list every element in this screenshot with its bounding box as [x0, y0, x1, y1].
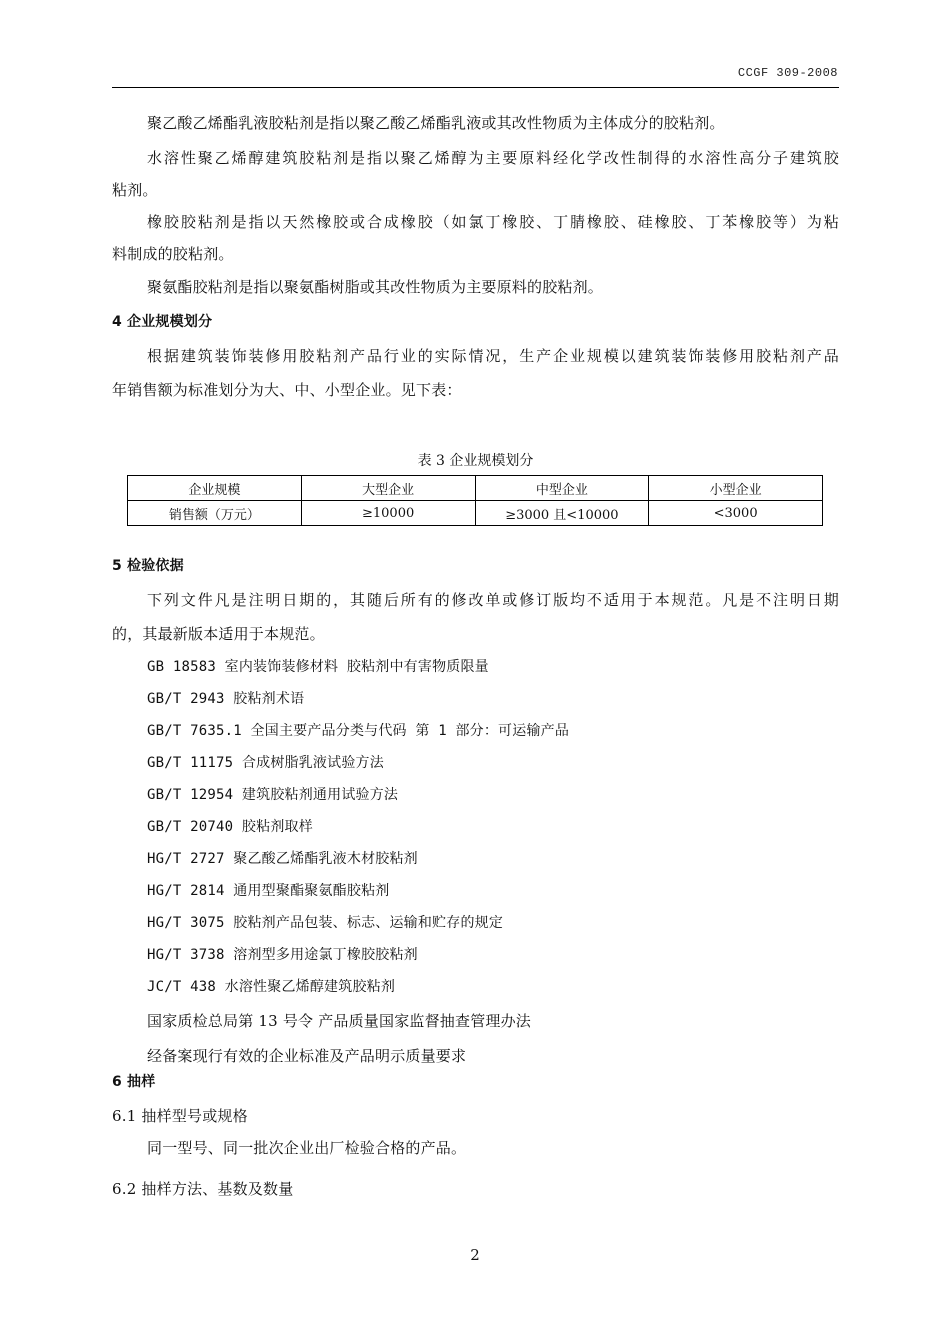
reference-item: HG/T 3738 溶剂型多用途氯丁橡胶胶粘剂 — [147, 947, 418, 963]
reference-item: HG/T 2814 通用型聚酯聚氨酯胶粘剂 — [147, 883, 390, 899]
reference-enterprise-standard: 经备案现行有效的企业标准及产品明示质量要求 — [147, 1047, 467, 1065]
table-header-cell: 大型企业 — [301, 476, 475, 501]
section-4-paragraph-line1: 根据建筑装饰装修用胶粘剂产品行业的实际情况，生产企业规模以建筑装饰装修用胶粘剂产品 — [147, 347, 839, 365]
section-5-paragraph-line2: 的，其最新版本适用于本规范。 — [112, 625, 325, 643]
page-number: 2 — [470, 1246, 480, 1264]
section-4-paragraph-line2: 年销售额为标准划分为大、中、小型企业。见下表： — [112, 381, 462, 399]
definition-rubber-line1: 橡胶胶粘剂是指以天然橡胶或合成橡胶（如氯丁橡胶、丁腈橡胶、硅橡胶、丁苯橡胶等）为粘 — [147, 213, 839, 231]
definition-polyurethane: 聚氨酯胶粘剂是指以聚氨酯树脂或其改性物质为主要原料的胶粘剂。 — [147, 278, 604, 296]
reference-item: HG/T 2727 聚乙酸乙烯酯乳液木材胶粘剂 — [147, 851, 418, 867]
table-cell: ≥3000 且<10000 — [475, 501, 649, 526]
reference-item: GB/T 12954 建筑胶粘剂通用试验方法 — [147, 787, 399, 803]
document-code: CCGF 309-2008 — [737, 66, 838, 80]
header-divider — [112, 87, 839, 88]
section-6-2-heading: 6.2 抽样方法、基数及数量 — [112, 1180, 294, 1198]
section-6-heading: 6 抽样 — [112, 1074, 156, 1090]
reference-item: GB/T 7635.1 全国主要产品分类与代码 第 1 部分：可运输产品 — [147, 723, 570, 739]
table-header-cell: 小型企业 — [649, 476, 823, 501]
table-header-cell: 中型企业 — [475, 476, 649, 501]
definition-rubber-line2: 料制成的胶粘剂。 — [112, 245, 234, 263]
section-6-1-text: 同一型号、同一批次企业出厂检验合格的产品。 — [147, 1139, 467, 1157]
definition-water-soluble-line2: 粘剂。 — [112, 181, 158, 199]
reference-item: GB/T 11175 合成树脂乳液试验方法 — [147, 755, 384, 771]
section-6-1-heading: 6.1 抽样型号或规格 — [112, 1107, 248, 1125]
section-5-heading: 5 检验依据 — [112, 558, 184, 574]
definition-water-soluble-line1: 水溶性聚乙烯醇建筑胶粘剂是指以聚乙烯醇为主要原料经化学改性制得的水溶性高分子建筑胶 — [147, 149, 839, 167]
reference-item: HG/T 3075 胶粘剂产品包装、标志、运输和贮存的规定 — [147, 915, 504, 931]
table-header-cell: 企业规模 — [128, 476, 302, 501]
table-row — [128, 501, 823, 526]
table-cell: ≥10000 — [301, 501, 475, 526]
enterprise-size-table — [127, 475, 823, 526]
reference-item: GB/T 20740 胶粘剂取样 — [147, 819, 313, 835]
reference-item: GB 18583 室内装饰装修材料 胶粘剂中有害物质限量 — [147, 659, 489, 675]
reference-item: JC/T 438 水溶性聚乙烯醇建筑胶粘剂 — [147, 979, 396, 995]
definition-pva-emulsion: 聚乙酸乙烯酯乳液胶粘剂是指以聚乙酸乙烯酯乳液或其改性物质为主体成分的胶粘剂。 — [147, 114, 725, 132]
table-header-row — [128, 476, 823, 501]
table-cell: 销售额（万元） — [128, 501, 302, 526]
reference-regulation: 国家质检总局第 13 号令 产品质量国家监督抽查管理办法 — [147, 1012, 531, 1030]
table-cell: <3000 — [649, 501, 823, 526]
section-4-heading: 4 企业规模划分 — [112, 314, 213, 330]
table-caption: 表 3 企业规模划分 — [417, 453, 534, 469]
reference-item: GB/T 2943 胶粘剂术语 — [147, 691, 305, 707]
section-5-paragraph-line1: 下列文件凡是注明日期的，其随后所有的修改单或修订版均不适用于本规范。凡是不注明日期 — [147, 591, 839, 609]
